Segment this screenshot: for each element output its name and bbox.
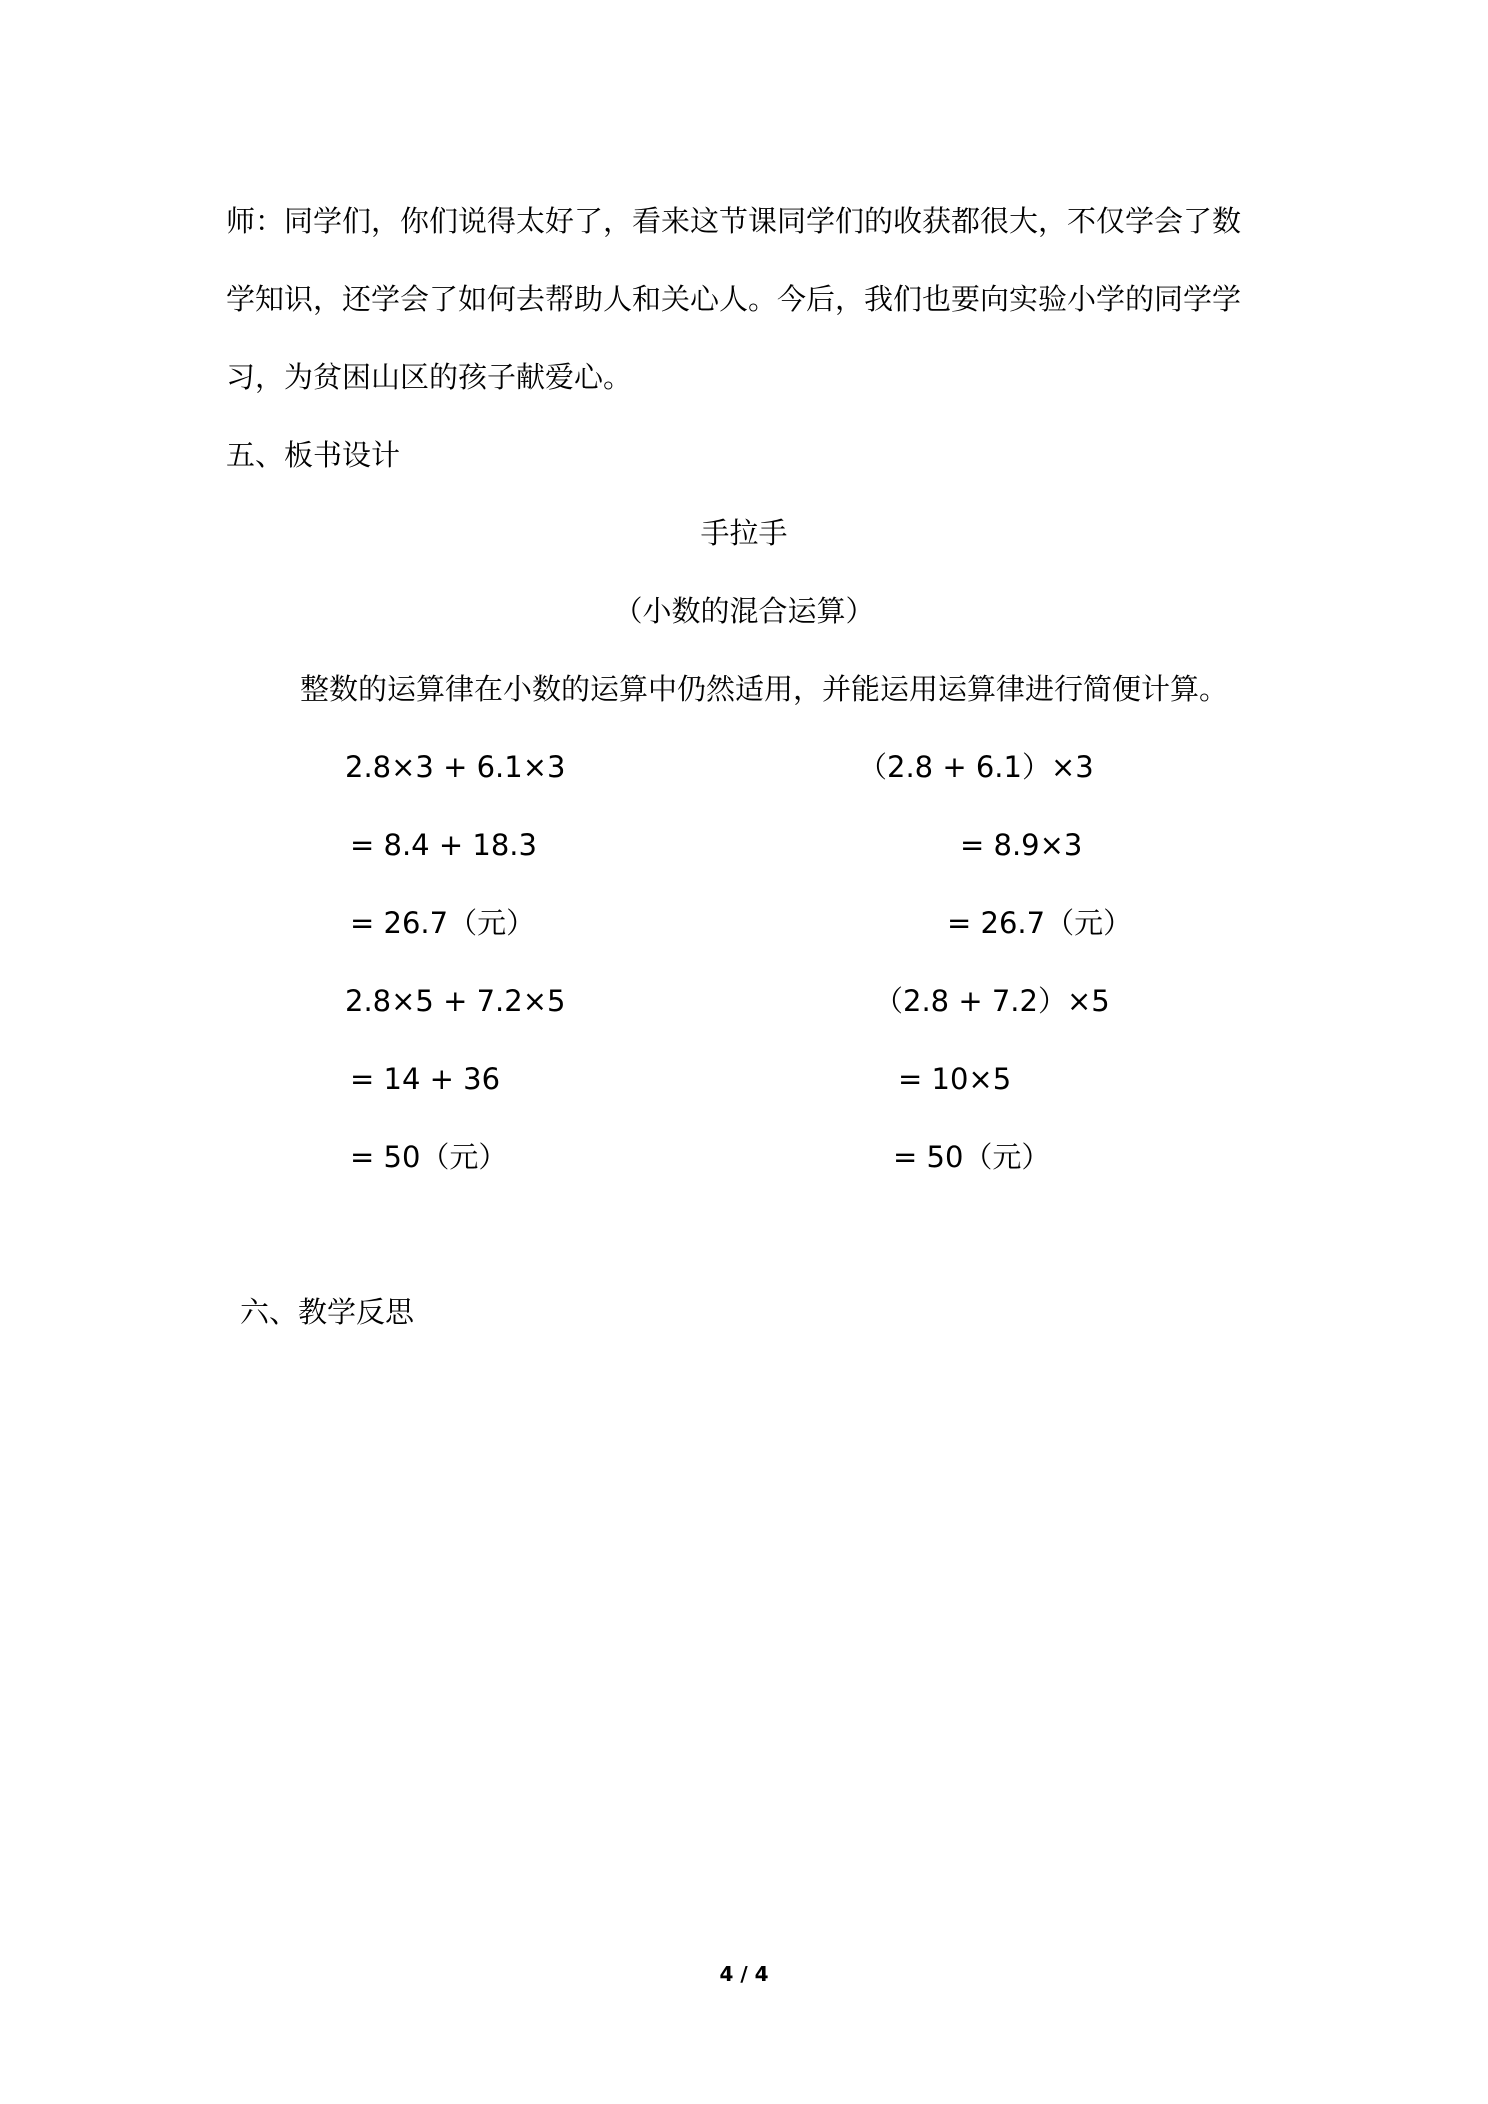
paragraph-line-2: 学知识，还学会了如何去帮助人和关心人。今后，我们也要向实验小学的同学学 — [226, 282, 1242, 316]
board-subtitle: （小数的混合运算） — [613, 594, 875, 628]
left-calc-line-5: = 14 + 36 — [350, 1062, 501, 1096]
board-title: 手拉手 — [700, 516, 788, 550]
section-heading-board-design: 五、板书设计 — [226, 438, 401, 472]
left-calc-line-1: 2.8×3 + 6.1×3 — [345, 750, 566, 784]
board-statement: 整数的运算律在小数的运算中仍然适用，并能运用运算律进行简便计算。 — [300, 672, 1229, 706]
section-heading-teaching-reflection: 六、教学反思 — [240, 1295, 415, 1329]
right-calc-line-2: = 8.9×3 — [960, 828, 1083, 862]
right-calc-line-6: = 50（元） — [893, 1140, 1051, 1174]
right-calc-line-4: （2.8 + 7.2）×5 — [874, 984, 1110, 1018]
left-calc-line-6: = 50（元） — [350, 1140, 508, 1174]
left-calc-line-2: = 8.4 + 18.3 — [350, 828, 537, 862]
right-calc-line-5: = 10×5 — [898, 1062, 1012, 1096]
paragraph-line-1: 师：同学们，你们说得太好了，看来这节课同学们的收获都很大，不仅学会了数 — [226, 204, 1242, 238]
right-calc-line-1: （2.8 + 6.1）×3 — [858, 750, 1094, 784]
left-calc-line-4: 2.8×5 + 7.2×5 — [345, 984, 566, 1018]
left-calc-line-3: = 26.7（元） — [350, 906, 536, 940]
paragraph-line-3: 习，为贫困山区的孩子献爱心。 — [226, 360, 633, 394]
right-calc-line-3: = 26.7（元） — [947, 906, 1133, 940]
page-number: 4 / 4 — [719, 1962, 769, 1986]
